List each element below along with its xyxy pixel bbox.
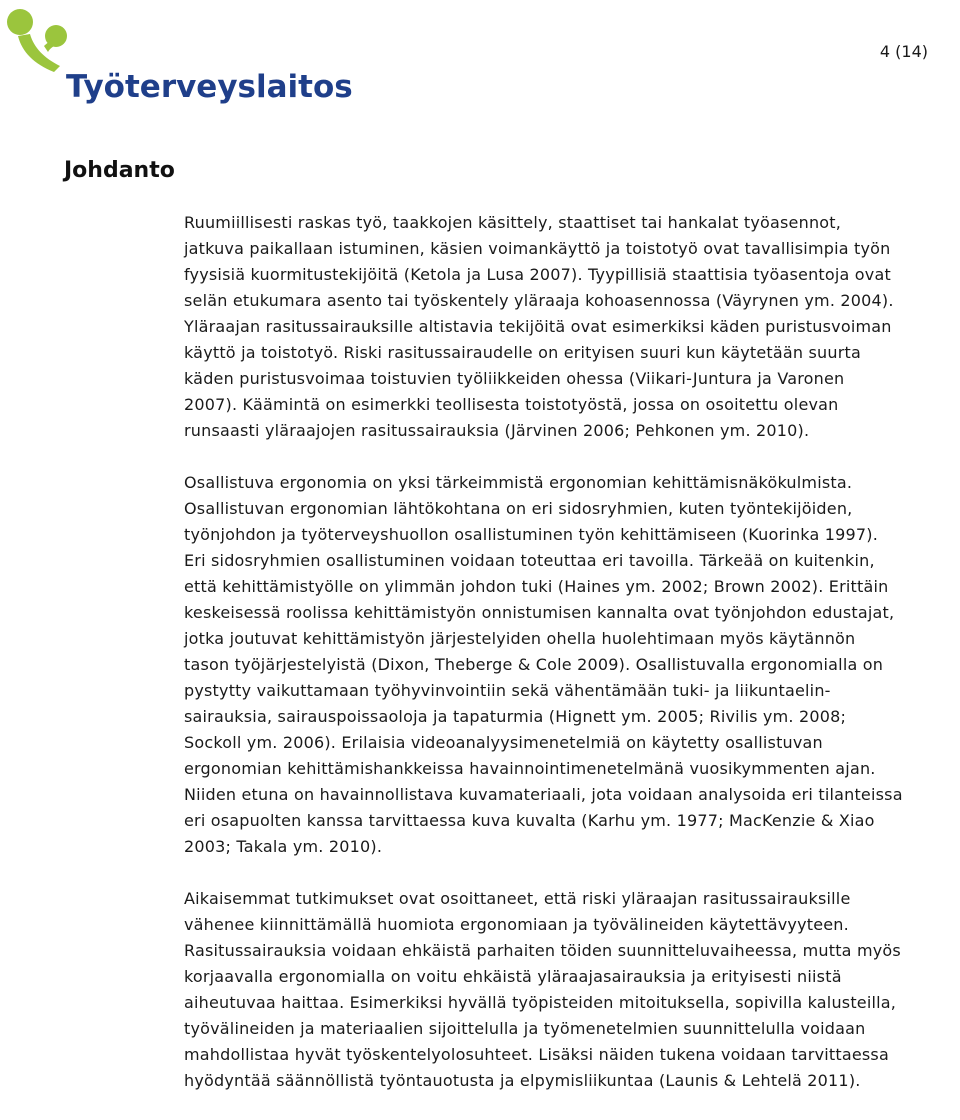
paragraph-line: mahdollistaa hyvät työskentelyolosuhteet. Lisäksi näiden tukena voidaan tarvittaessa <box>184 1045 889 1064</box>
paragraph-line: sairauksia, sairauspoissaoloja ja tapaturmia (Hignett ym. 2005; Rivilis ym. 2008; <box>184 707 847 726</box>
paragraph-line: aiheutuvaa haittaa. Esimerkiksi hyvällä työpisteiden mitoituksella, sopivilla kalusteilla, <box>184 993 897 1012</box>
header-logo <box>4 6 353 114</box>
paragraph-line: fyysisiä kuormitustekijöitä (Ketola ja Lusa 2007). Tyypillisiä staattisia työasentoja ovat <box>184 265 891 284</box>
paragraph-line: 2007). Käämintä on esimerkki teollisesta toistotyöstä, jossa on osoitettu olevan <box>184 395 839 414</box>
paragraph-line: pystytty vaikuttamaan työhyvinvointiin sekä vähentämään tuki- ja liikuntaelin- <box>184 681 831 700</box>
paragraph-line: vähenee kiinnittämällä huomiota ergonomiaan ja työvälineiden käytettävyyteen. <box>184 915 849 934</box>
paragraph-line: Sockoll ym. 2006). Erilaisia videoanalyysimenetelmiä on käytetty osallistuvan <box>184 733 823 752</box>
paragraph-line: Aikaisemmat tutkimukset ovat osoittaneet, että riski yläraajan rasitussairauksille <box>184 889 851 908</box>
paragraph-line: hyödyntää säännöllistä työntauotusta ja elpymisliikuntaa (Launis & Lehtelä 2011). <box>184 1071 861 1090</box>
paragraph-3 <box>184 886 936 1094</box>
paragraph-line: korjaavalla ergonomialla on voitu ehkäistä yläraajasairauksia ja erityisesti niistä <box>184 967 842 986</box>
paragraph-line: Yläraajan rasitussairauksille altistavia tekijöitä ovat esimerkiksi käden puristusvoiman <box>184 317 892 336</box>
paragraph-line: Ruumiillisesti raskas työ, taakkojen käsittely, staattiset tai hankalat työasennot, <box>184 213 842 232</box>
page-title: Johdanto <box>64 158 175 183</box>
paragraph-line: jatkuva paikallaan istuminen, käsien voimankäyttö ja toistotyö ovat tavallisimpia työn <box>184 239 891 258</box>
body-text <box>184 210 936 1120</box>
paragraph-line: käden puristusvoimaa toistuvien työliikkeiden ohessa (Viikari-Juntura ja Varonen <box>184 369 845 388</box>
paragraph-line: Rasitussairauksia voidaan ehkäistä parhaiten töiden suunnitteluvaiheessa, mutta myös <box>184 941 901 960</box>
paragraph-1 <box>184 210 936 444</box>
paragraph-line: Eri sidosryhmien osallistuminen voidaan toteuttaa eri tavoilla. Tärkeää on kuitenkin, <box>184 551 875 570</box>
page-number: 4 (14) <box>879 42 928 61</box>
paragraph-line: jotka joutuvat kehittämistyön järjestelyiden ohella huolehtimaan myös käytännön <box>184 629 856 648</box>
paragraph-line: keskeisessä roolissa kehittämistyön onnistumisen kannalta ovat työnjohdon edustajat, <box>184 603 895 622</box>
paragraph-line: eri osapuolten kanssa tarvittaessa kuva kuvalta (Karhu ym. 1977; MacKenzie & Xiao <box>184 811 875 830</box>
logo-wordmark: Työterveyslaitos <box>66 69 353 105</box>
paragraph-line: Osallistuvan ergonomian lähtökohtana on eri sidosryhmien, kuten työntekijöiden, <box>184 499 853 518</box>
paragraph-line: työnjohdon ja työterveyshuollon osallistuminen työn kehittämiseen (Kuorinka 1997). <box>184 525 879 544</box>
paragraph-line: Osallistuva ergonomia on yksi tärkeimmistä ergonomian kehittämisnäkökulmista. <box>184 473 853 492</box>
paragraph-line: tason työjärjestelyistä (Dixon, Theberge & Cole 2009). Osallistuvalla ergonomialla on <box>184 655 884 674</box>
paragraph-line: käyttö ja toistotyö. Riski rasitussairaudelle on erityisen suuri kun käytetään suurta <box>184 343 861 362</box>
paragraph-line: selän etukumara asento tai työskentely yläraaja kohoasennossa (Väyrynen ym. 2004). <box>184 291 894 310</box>
paragraph-line: Niiden etuna on havainnollistava kuvamateriaali, jota voidaan analysoida eri tilanteissa <box>184 785 903 804</box>
paragraph-line: että kehittämistyölle on ylimmän johdon tuki (Haines ym. 2002; Brown 2002). Erittäin <box>184 577 889 596</box>
paragraph-line: ergonomian kehittämishankkeissa havainnointimenetelmänä vuosikymmenten ajan. <box>184 759 876 778</box>
paragraph-line: runsaasti yläraajojen rasitussairauksia (Järvinen 2006; Pehkonen ym. 2010). <box>184 421 810 440</box>
paragraph-line: 2003; Takala ym. 2010). <box>184 837 383 856</box>
paragraph-line: työvälineiden ja materiaalien sijoittelulla ja työmenetelmien suunnittelulla voidaan <box>184 1019 866 1038</box>
paragraph-2 <box>184 470 936 860</box>
